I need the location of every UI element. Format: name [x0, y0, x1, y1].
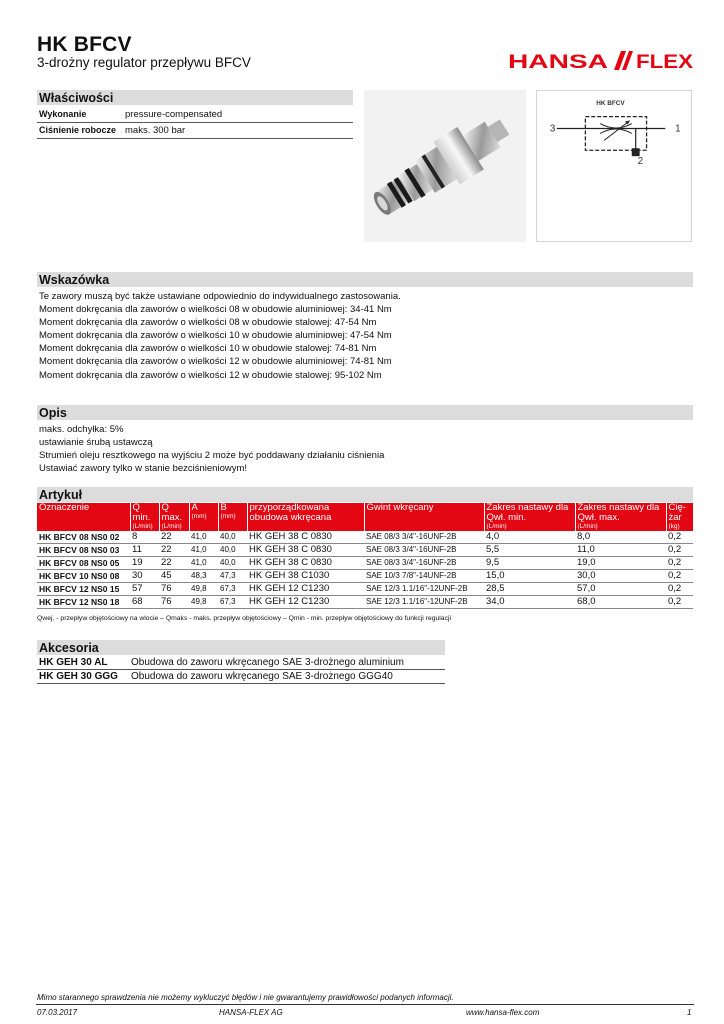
- column-header: Gwint wkręcany: [364, 503, 484, 531]
- table-cell: 67,3: [218, 596, 247, 609]
- table-cell: 57: [130, 583, 159, 596]
- table-cell: 5,5: [484, 544, 575, 557]
- svg-text:HANSA: HANSA: [508, 51, 608, 72]
- product-photo: [364, 90, 526, 242]
- schema-title: HK BFCV: [596, 99, 625, 107]
- table-cell: HK BFCV 08 NS0 05: [37, 557, 130, 570]
- table-cell: HK GEH 38 C 0830: [247, 557, 364, 570]
- description-line: Ustawiać zawory tylko w stanie bezciśnieniowym!: [39, 463, 248, 475]
- table-cell: 47,3: [218, 570, 247, 583]
- table-cell: 68: [130, 596, 159, 609]
- table-cell: 48,3: [189, 570, 218, 583]
- property-label: Ciśnienie robocze: [39, 125, 117, 135]
- table-cell: HK GEH 38 C 0830: [247, 544, 364, 557]
- hydraulic-schema: [536, 90, 692, 242]
- table-cell: 19,0: [575, 557, 666, 570]
- column-header: Zakres nastawy dla Qwł. max. (L/min): [575, 503, 666, 531]
- table-footnote: Qwej. - przepływ objętościowy na wlocie – Qmaks - maks. przepływ objętościowy – Qmin - min. przepływ objętościowy do funkcji regulacji: [37, 615, 452, 622]
- footer-website[interactable]: www.hansa-flex.com: [466, 1008, 540, 1017]
- property-row: [37, 123, 353, 139]
- table-cell: 0,2: [666, 544, 693, 557]
- table-cell: HK BFCV 08 NS0 03: [37, 544, 130, 557]
- table-cell: 22: [159, 531, 189, 544]
- description-heading: Opis: [37, 405, 693, 420]
- table-cell: 11: [130, 544, 159, 557]
- table-cell: 41,0: [189, 544, 218, 557]
- column-header: Zakres nastawy dla Qwł. min. (L/min): [484, 503, 575, 531]
- table-cell: 0,2: [666, 583, 693, 596]
- notes-heading: Wskazówka: [37, 272, 693, 287]
- table-cell: HK BFCV 08 NS0 02: [37, 531, 130, 544]
- accessories-heading: Akcesoria: [37, 640, 445, 655]
- table-cell: 34,0: [484, 596, 575, 609]
- table-cell: SAE 12/3 1.1/16"-12UNF-2B: [364, 596, 484, 609]
- table-cell: 11,0: [575, 544, 666, 557]
- table-row: [37, 531, 693, 544]
- port-2-label: 2: [637, 156, 644, 168]
- accessory-code: HK GEH 30 AL: [39, 657, 108, 668]
- property-value: maks. 300 bar: [125, 125, 186, 136]
- column-header: Q min. (L/min): [130, 503, 159, 531]
- description-line: ustawianie śrubą ustawczą: [39, 437, 153, 449]
- table-cell: SAE 08/3 3/4"-16UNF-2B: [364, 544, 484, 557]
- table-cell: 8: [130, 531, 159, 544]
- accessory-code: HK GEH 30 GGG: [39, 671, 118, 682]
- page-subtitle: 3-drożny regulator przepływu BFCV: [37, 55, 251, 70]
- table-header-row: [37, 503, 693, 531]
- table-row: [37, 557, 693, 570]
- table-cell: 9,5: [484, 557, 575, 570]
- table-row: [37, 544, 693, 557]
- note-line: Moment dokręcania dla zaworów o wielkości 12 w obudowie aluminiowej: 74-81 Nm: [39, 356, 392, 368]
- footer-disclaimer: Mimo starannego sprawdzenia nie możemy wykluczyć błędów i nie gwarantujemy prawidłowości podanych informacji.: [37, 993, 454, 1002]
- description-text: [39, 423, 384, 475]
- properties-heading: Właściwości: [37, 90, 353, 105]
- table-row: [37, 596, 693, 609]
- note-line: Moment dokręcania dla zaworów o wielkości 08 w obudowie stalowej: 47-54 Nm: [39, 317, 377, 329]
- table-row: [37, 570, 693, 583]
- table-cell: 30,0: [575, 570, 666, 583]
- description-line: maks. odchyłka: 5%: [39, 424, 124, 435]
- footer-page-number: 1: [687, 1008, 692, 1017]
- property-row: [37, 107, 353, 123]
- table-cell: HK GEH 38 C 0830: [247, 531, 364, 544]
- table-cell: 40,0: [218, 531, 247, 544]
- column-header: Q max. (L/min): [159, 503, 189, 531]
- table-cell: 0,2: [666, 557, 693, 570]
- table-cell: 76: [159, 596, 189, 609]
- note-line: Moment dokręcania dla zaworów o wielkości 08 w obudowie aluminiowej: 34-41 Nm: [39, 304, 392, 316]
- port-3-label: 3: [549, 123, 556, 135]
- description-line: Strumień oleju resztkowego na wyjściu 2 może być poddawany działaniu ciśnienia: [39, 450, 385, 462]
- table-cell: 67,3: [218, 583, 247, 596]
- table-cell: 76: [159, 583, 189, 596]
- table-cell: 41,0: [189, 557, 218, 570]
- table-cell: 4,0: [484, 531, 575, 544]
- table-cell: 40,0: [218, 544, 247, 557]
- table-cell: 0,2: [666, 531, 693, 544]
- table-cell: SAE 10/3 7/8"-14UNF-2B: [364, 570, 484, 583]
- table-cell: HK GEH 12 C1230: [247, 596, 364, 609]
- table-cell: 41,0: [189, 531, 218, 544]
- accessory-row: [37, 670, 445, 684]
- table-cell: 30: [130, 570, 159, 583]
- column-header: Cię-żar (kg): [666, 503, 693, 531]
- table-cell: 49,8: [189, 596, 218, 609]
- table-cell: 45: [159, 570, 189, 583]
- accessory-row: [37, 656, 445, 670]
- property-value: pressure-compensated: [125, 109, 223, 120]
- articles-heading: Artykuł: [37, 487, 693, 502]
- footer-divider: [36, 1004, 694, 1005]
- table-cell: HK BFCV 10 NS0 08: [37, 570, 130, 583]
- page-title: HK BFCV: [37, 33, 132, 56]
- table-cell: 8,0: [575, 531, 666, 544]
- table-cell: 15,0: [484, 570, 575, 583]
- hansa-flex-logo: [508, 48, 694, 72]
- table-cell: SAE 12/3 1.1/16"-12UNF-2B: [364, 583, 484, 596]
- note-line: Te zawory muszą być także ustawiane odpowiednio do indywidualnego zastosowania.: [39, 291, 401, 302]
- column-header: B (mm): [218, 503, 247, 531]
- table-cell: 28,5: [484, 583, 575, 596]
- table-cell: 0,2: [666, 596, 693, 609]
- table-cell: HK BFCV 12 NS0 15: [37, 583, 130, 596]
- footer-company: HANSA-FLEX AG: [219, 1008, 283, 1017]
- table-cell: 22: [159, 544, 189, 557]
- table-cell: SAE 08/3 3/4"-16UNF-2B: [364, 557, 484, 570]
- table-row: [37, 583, 693, 596]
- column-header: przyporządkowana obudowa wkręcana: [247, 503, 364, 531]
- table-cell: 0,2: [666, 570, 693, 583]
- accessory-description: Obudowa do zaworu wkręcanego SAE 3-drożnego GGG40: [131, 671, 393, 682]
- table-cell: HK GEH 12 C1230: [247, 583, 364, 596]
- note-line: Moment dokręcania dla zaworów o wielkości 12 w obudowie stalowej: 95-102 Nm: [39, 369, 382, 381]
- property-label: Wykonanie: [39, 109, 87, 119]
- table-cell: 19: [130, 557, 159, 570]
- articles-table: [37, 503, 693, 609]
- table-cell: 40,0: [218, 557, 247, 570]
- table-cell: 22: [159, 557, 189, 570]
- port-1-label: 1: [675, 123, 681, 135]
- note-line: Moment dokręcania dla zaworów o wielkości 10 w obudowie aluminiowej: 47-54 Nm: [39, 330, 392, 342]
- table-cell: HK GEH 38 C1030: [247, 570, 364, 583]
- column-header: A (mm): [189, 503, 218, 531]
- accessory-description: Obudowa do zaworu wkręcanego SAE 3-drożnego aluminium: [131, 657, 404, 668]
- svg-text:FLEX: FLEX: [636, 51, 693, 72]
- note-line: Moment dokręcania dla zaworów o wielkości 10 w obudowie stalowej: 74-81 Nm: [39, 343, 377, 355]
- footer-date: 07.03.2017: [37, 1008, 78, 1017]
- table-cell: HK BFCV 12 NS0 18: [37, 596, 130, 609]
- table-cell: 68,0: [575, 596, 666, 609]
- column-header: Oznaczenie: [37, 503, 130, 531]
- table-cell: 49,8: [189, 583, 218, 596]
- table-cell: 57,0: [575, 583, 666, 596]
- table-cell: SAE 08/3 3/4"-16UNF-2B: [364, 531, 484, 544]
- notes-text: [39, 290, 401, 382]
